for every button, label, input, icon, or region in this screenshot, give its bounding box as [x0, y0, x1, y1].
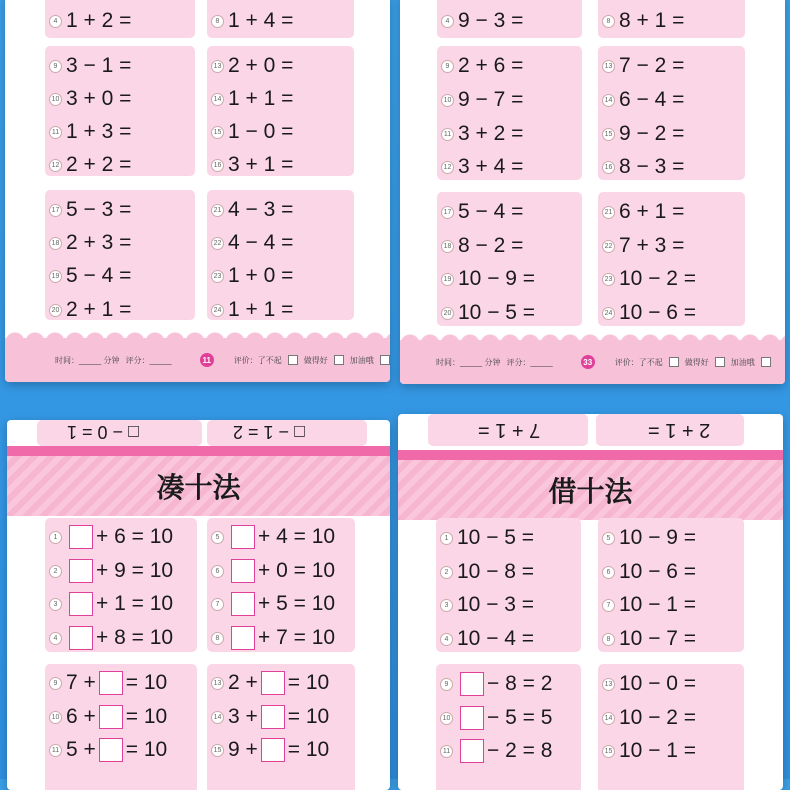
time-label: 时间：_____ 分钟 [55, 355, 120, 365]
problem: 22 7 + 3 = [602, 231, 684, 261]
time-label: 时间：_____ 分钟 [436, 357, 501, 367]
problem: 13 7 − 2 = [602, 51, 684, 81]
problem: 15 9 − 2 = [602, 119, 684, 149]
problem: 10 9 − 7 = [441, 85, 523, 115]
problem: 1 + 6 = 10 [49, 522, 173, 552]
problem: 9 3 − 1 = [49, 51, 131, 81]
answer-box[interactable] [99, 738, 123, 762]
rating-good-label: 做得好 [684, 357, 709, 367]
problem: 7 + 5 = 10 [211, 589, 335, 619]
problem: 4 + 8 = 10 [49, 623, 173, 653]
problem: 14 10 − 2 = [602, 703, 696, 733]
problem: 4 10 − 4 = [440, 624, 534, 654]
problem: 20 2 + 1 = [49, 295, 131, 325]
problem: 24 1 + 1 = [211, 295, 293, 325]
problem: 2 + 9 = 10 [49, 556, 173, 586]
problem: 8 8 + 1 = [602, 6, 684, 36]
upside-down-problem: □ − 0 = 1 [67, 422, 139, 443]
problem: 7 10 − 1 = [602, 590, 696, 620]
problem: 9 7 + = 10 [49, 668, 167, 698]
problem: 11 1 + 3 = [49, 117, 131, 147]
problem: 18 2 + 3 = [49, 228, 131, 258]
problem: 22 4 − 4 = [211, 228, 293, 258]
rating-try-label: 加油哦 [349, 355, 374, 365]
answer-box[interactable] [99, 671, 123, 695]
answer-box[interactable] [460, 672, 484, 696]
problem: 16 3 + 1 = [211, 150, 293, 180]
section-header-band [7, 446, 390, 516]
problem: 13 2 + 0 = [211, 51, 293, 81]
upside-down-problem: 7 + 1 = [478, 419, 541, 442]
problem: 16 8 − 3 = [602, 152, 684, 182]
problem: 20 10 − 5 = [441, 298, 535, 328]
problem: 13 2 + = 10 [211, 668, 329, 698]
section-title: 凑十法 [156, 471, 241, 504]
problem: 4 9 − 3 = [441, 6, 523, 36]
answer-box[interactable] [231, 559, 255, 583]
problem: 15 1 − 0 = [211, 117, 293, 147]
problem: 5 + 4 = 10 [211, 522, 335, 552]
problem: 12 3 + 4 = [441, 152, 523, 182]
answer-box[interactable] [261, 705, 285, 729]
worksheet-page-bottom-left [7, 420, 390, 790]
answer-box[interactable] [69, 559, 93, 583]
answer-box[interactable] [261, 738, 285, 762]
upside-down-problem: □ − 1 = 2 [233, 422, 305, 443]
problem: 6 10 − 6 = [602, 557, 696, 587]
problem: 6 + 0 = 10 [211, 556, 335, 586]
rating-checkbox[interactable] [288, 355, 298, 365]
rating-checkbox[interactable] [715, 357, 725, 367]
problem: 5 10 − 9 = [602, 523, 696, 553]
problem: 8 10 − 7 = [602, 624, 696, 654]
problem: 14 3 + = 10 [211, 702, 329, 732]
page-footer [400, 340, 785, 384]
rating-checkbox[interactable] [334, 355, 344, 365]
answer-box[interactable] [460, 706, 484, 730]
answer-box[interactable] [69, 592, 93, 616]
problem: 13 10 − 0 = [602, 669, 696, 699]
problem: 8 + 7 = 10 [211, 623, 335, 653]
problem: 14 6 − 4 = [602, 85, 684, 115]
worksheet-page-top-left [5, 0, 390, 382]
problem: 9 − 8 = 2 [440, 669, 552, 699]
problem: 11 5 + = 10 [49, 735, 167, 765]
problem: 19 10 − 9 = [441, 264, 535, 294]
problem: 17 5 − 4 = [441, 197, 523, 227]
problem: 10 3 + 0 = [49, 84, 131, 114]
rating-label: 评价：了不起 [614, 357, 663, 367]
answer-box[interactable] [460, 739, 484, 763]
problem: 2 10 − 8 = [440, 557, 534, 587]
worksheet-page-bottom-right [398, 414, 783, 790]
page-number: 11 [200, 353, 214, 367]
rating-good-label: 做得好 [303, 355, 328, 365]
problem: 18 8 − 2 = [441, 231, 523, 261]
rating-try-label: 加油哦 [730, 357, 755, 367]
page-number: 33 [581, 355, 595, 369]
problem: 15 9 + = 10 [211, 735, 329, 765]
score-label: 评分：_____ [506, 357, 553, 367]
problem: 19 5 − 4 = [49, 261, 131, 291]
worksheet-page-top-right [400, 0, 785, 384]
problem: 1 10 − 5 = [440, 523, 534, 553]
problem: 15 10 − 1 = [602, 736, 696, 766]
answer-box[interactable] [99, 705, 123, 729]
problem: 21 6 + 1 = [602, 197, 684, 227]
score-label: 评分：_____ [125, 355, 172, 365]
rating-checkbox[interactable] [380, 355, 390, 365]
problem: 3 + 1 = 10 [49, 589, 173, 619]
section-title: 借十法 [548, 475, 633, 508]
rating-checkbox[interactable] [761, 357, 771, 367]
problem: 23 10 − 2 = [602, 264, 696, 294]
problem: 3 10 − 3 = [440, 590, 534, 620]
problem: 17 5 − 3 = [49, 195, 131, 225]
rating-checkbox[interactable] [669, 357, 679, 367]
problem: 4 1 + 2 = [49, 6, 131, 36]
section-header-band [398, 450, 783, 520]
problem: 12 2 + 2 = [49, 150, 131, 180]
answer-box[interactable] [69, 525, 93, 549]
problem: 9 2 + 6 = [441, 51, 523, 81]
answer-box[interactable] [231, 626, 255, 650]
page-footer [5, 338, 390, 382]
answer-box[interactable] [69, 626, 93, 650]
problem: 24 10 − 6 = [602, 298, 696, 328]
upside-down-problem: 2 + 1 = [648, 419, 711, 442]
answer-box[interactable] [261, 671, 285, 695]
problem: 8 1 + 4 = [211, 6, 293, 36]
problem: 21 4 − 3 = [211, 195, 293, 225]
answer-box[interactable] [231, 592, 255, 616]
problem: 11 3 + 2 = [441, 119, 523, 149]
problem: 10 6 + = 10 [49, 702, 167, 732]
problem: 11 − 2 = 8 [440, 736, 552, 766]
problem: 23 1 + 0 = [211, 261, 293, 291]
problem: 10 − 5 = 5 [440, 703, 552, 733]
problem: 14 1 + 1 = [211, 84, 293, 114]
answer-box[interactable] [231, 525, 255, 549]
rating-label: 评价：了不起 [233, 355, 282, 365]
